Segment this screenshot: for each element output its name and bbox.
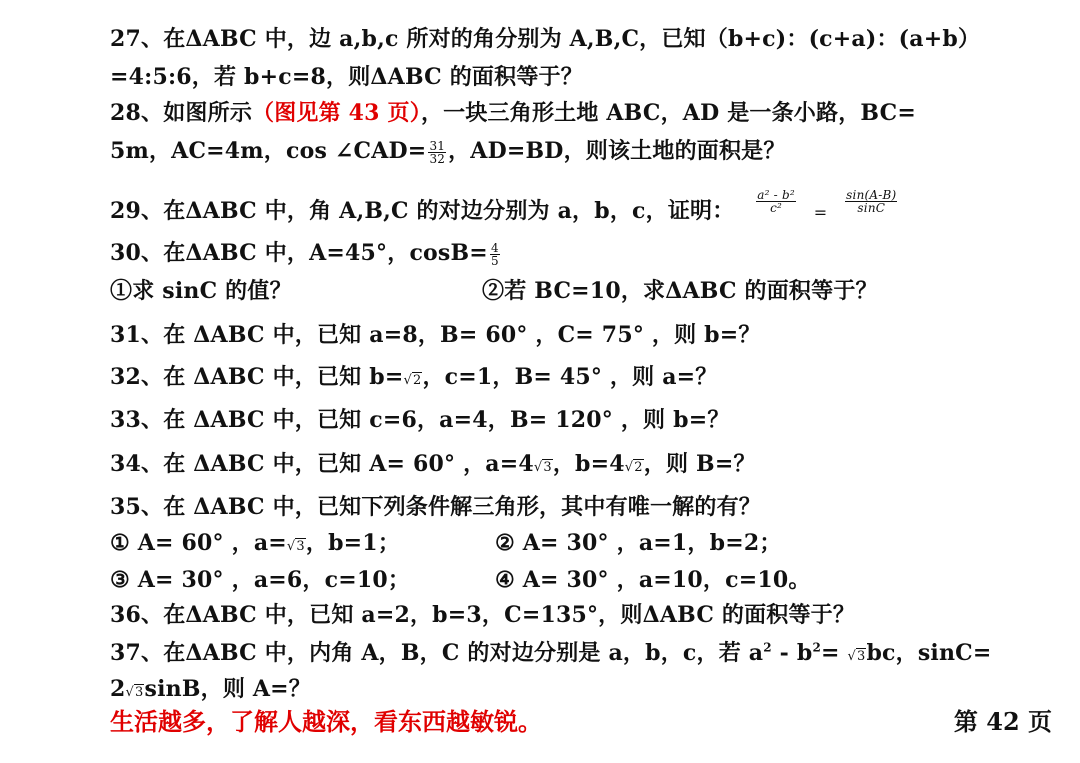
question-37-text-f: sinB，则 A=？ [144,676,311,702]
question-34-text-b: ，b=4 [552,451,625,477]
fraction-lhs-numerator: a² - b² [757,187,795,202]
question-30-part-2: ②若 BC=10，求ΔABC 的面积等于？ [482,278,878,304]
question-37-text-d: bc，sinC= [866,640,992,666]
question-33: 33、在 ΔABC 中，已知 c=6，a=4，B= 120° ，则 b=？ [110,407,730,433]
question-35-option-3: ③ A= 30° ，a=6，c=10； [110,567,411,593]
question-35-option-2: ② A= 30° ，a=1，b=2； [495,530,782,556]
fraction-rhs-denominator: sinC [857,200,886,215]
sqrt-radicand: 2 [412,373,422,388]
sqrt-radicand: 3 [543,460,552,475]
question-35: 35、在 ΔABC 中，已知下列条件解三角形，其中有唯一解的有？ [110,494,761,520]
sqrt-radicand: 3 [296,539,305,554]
fraction-rhs [845,189,897,214]
question-29 [110,187,899,225]
sqrt-symbol: √2 [403,373,422,388]
question-30 [110,236,502,267]
question-28-text-b: ，AD=BD，则该土地的面积是？ [448,138,786,164]
question-32-text-b: ，c=1，B= 45° ，则 a=？ [422,364,718,390]
question-31: 31、在 ΔABC 中，已知 a=8，B= 60° ，C= 75° ，则 b=？ [110,322,761,348]
option-1-text-a: ① A= 60° ，a= [110,530,287,556]
page-number: 第 42 页 [953,707,1052,736]
equals-sign: = [813,203,828,222]
question-27-line-1: 27、在ΔABC 中，边 a,b,c 所对的角分别为 A,B,C，已知（b+c)：(c+a)：(a+b） [110,26,981,52]
fraction-denominator: 5 [490,253,499,268]
footer-motto: 生活越多，了解人越深，看东西越敏锐。 [110,707,542,736]
question-37-text-c: = [821,640,848,666]
question-28-line-1 [110,96,916,127]
superscript: 2 [812,640,821,655]
fraction-numerator: 4 [490,240,499,255]
fraction-cos-cad [428,140,446,165]
fraction-lhs-denominator: c² [770,200,783,215]
sqrt-radicand: 3 [135,685,144,700]
question-28-prefix: 28、如图所示 [110,100,253,126]
superscript: 2 [763,640,772,655]
option-1-text-b: ，b=1； [305,530,401,556]
question-36: 36、在ΔABC 中，已知 a=2，b=3，C=135°，则ΔABC 的面积等于？ [110,602,856,628]
question-28-suffix: ，一块三角形土地 ABC，AD 是一条小路，BC= [420,100,916,126]
sqrt-symbol: √3 [286,539,305,554]
sqrt-radicand: 2 [634,460,643,475]
fraction-numerator: 31 [429,138,446,153]
sqrt-symbol: √3 [125,685,144,700]
page-reference: （图见第 43 页） [252,100,421,126]
fraction-denominator: 32 [429,151,446,166]
question-32-text-a: 32、在 ΔABC 中，已知 b= [110,364,404,390]
question-28-line-2 [110,134,786,165]
question-34-text-c: ，则 B=？ [643,451,756,477]
sqrt-symbol: √2 [624,460,643,475]
question-35-option-1 [110,526,400,557]
fraction-rhs-numerator: sin(A-B) [846,187,897,202]
question-30-text: 30、在ΔABC 中，A=45°，cosB= [110,240,488,266]
question-37-text-a: 37、在ΔABC 中，内角 A，B，C 的对边分别是 a，b，c，若 a [110,640,764,666]
question-37-text-e: 2 [110,676,126,702]
sqrt-symbol: √3 [847,649,866,664]
question-32 [110,360,717,391]
fraction-cosb [490,242,500,267]
fraction-lhs [756,189,796,214]
question-37-line-2 [110,672,311,703]
question-35-option-4: ④ A= 30° ，a=10，c=10。 [495,567,811,593]
question-27-line-2: =4:5:6，若 b+c=8，则ΔABC 的面积等于？ [110,64,583,90]
sqrt-symbol: √3 [533,460,552,475]
question-34-text-a: 34、在 ΔABC 中，已知 A= 60° ，a=4 [110,451,534,477]
question-29-text: 29、在ΔABC 中，角 A,B,C 的对边分别为 a，b，c，证明： [110,198,735,224]
question-34 [110,447,756,478]
question-37-line-1 [110,636,992,667]
sqrt-radicand: 3 [856,649,866,664]
question-28-text-a: 5m，AC=4m，cos ∠CAD= [110,138,427,164]
question-30-part-1: ①求 sinC 的值？ [110,278,292,304]
question-37-text-b: - b [771,640,813,666]
